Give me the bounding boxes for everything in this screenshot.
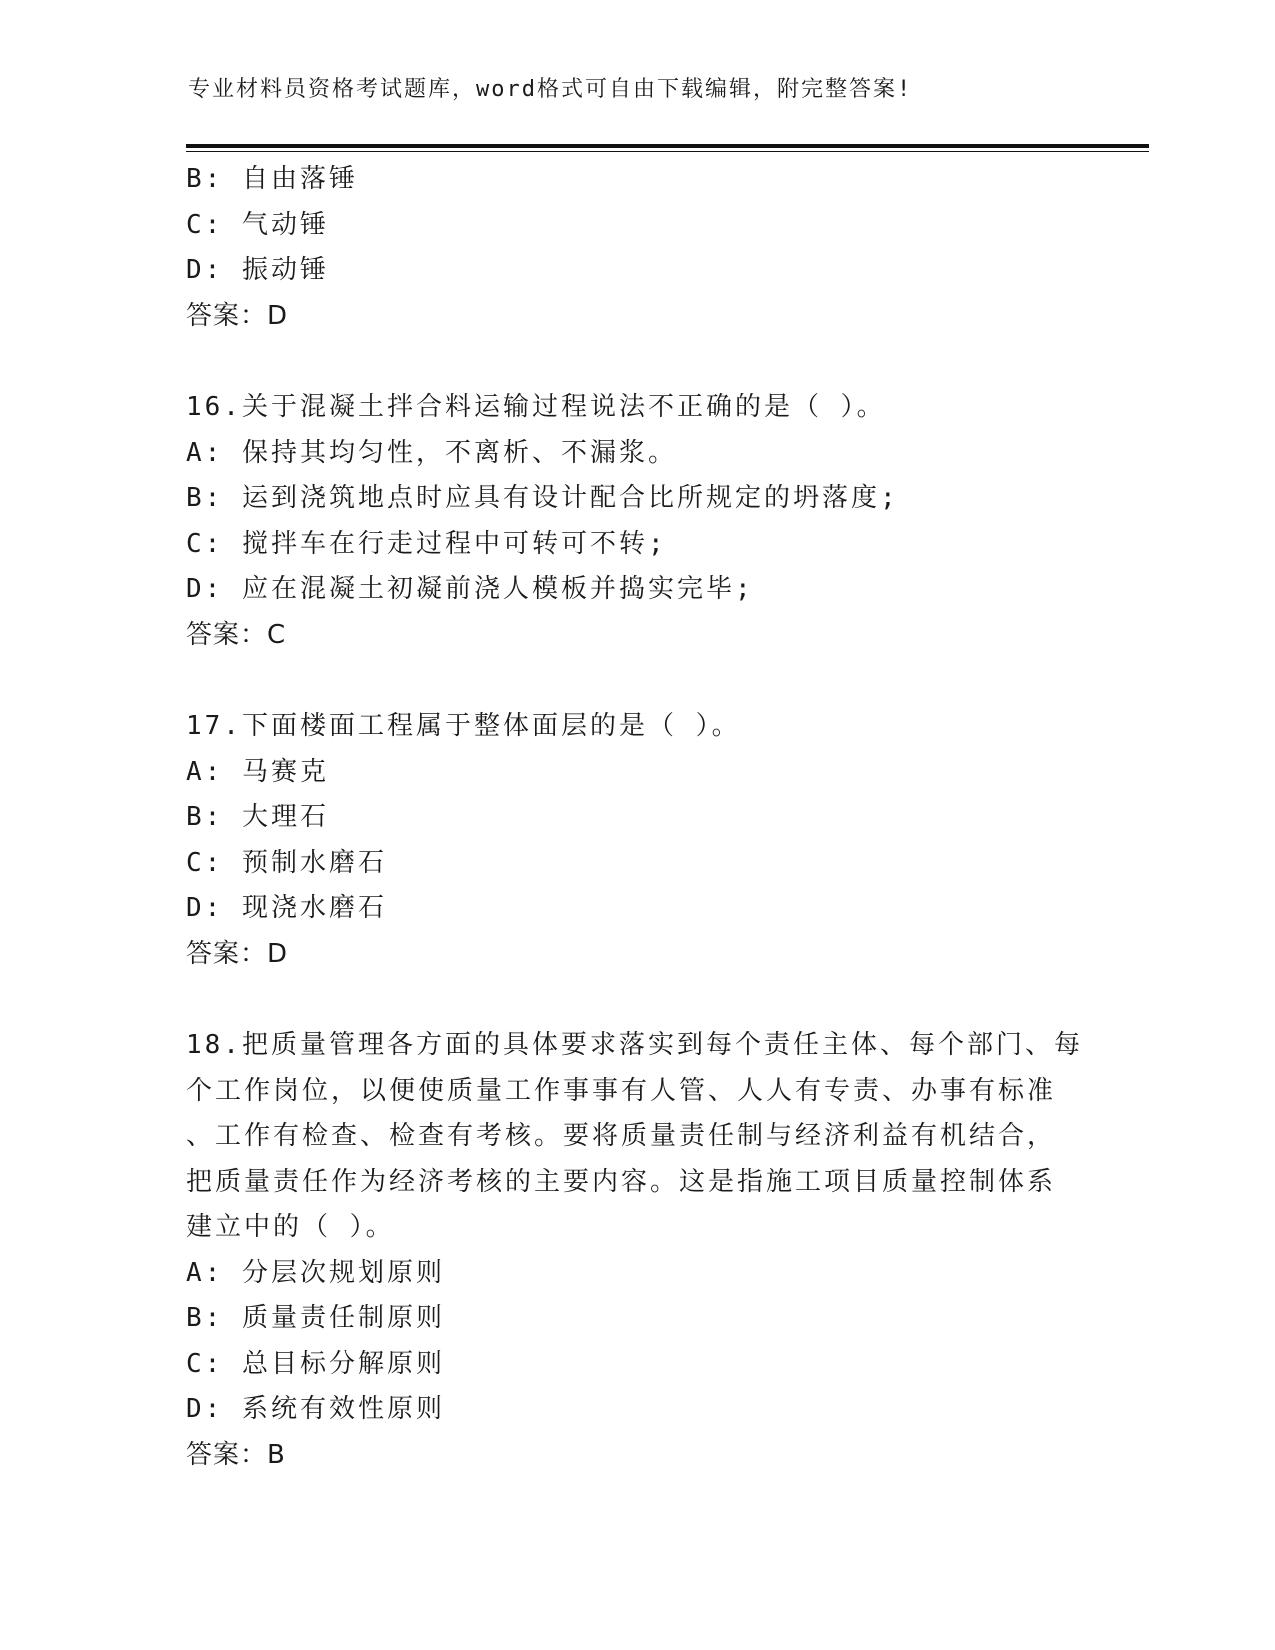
header-rule-thin <box>186 151 1149 152</box>
question-stem: 17.下面楼面工程属于整体面层的是（ ）。 <box>186 711 741 741</box>
question-15-continued <box>186 157 1086 339</box>
option-b: B: 质量责任制原则 <box>186 1303 445 1333</box>
answer-line: 答案：B <box>186 1439 286 1470</box>
question-stem-line: 建立中的（ ）。 <box>186 1212 395 1242</box>
option-a: A: 保持其均匀性，不离析、不漏浆。 <box>186 437 677 468</box>
option-b: B: 自由落锤 <box>186 164 358 194</box>
option-b: B: 运到浇筑地点时应具有设计配合比所规定的坍落度; <box>186 483 899 513</box>
option-c: C: 预制水磨石 <box>186 847 387 878</box>
question-16 <box>186 385 1086 658</box>
answer-line: 答案：D <box>186 300 289 331</box>
option-c: C: 总目标分解原则 <box>186 1348 445 1379</box>
option-d: D: 振动锤 <box>186 255 329 285</box>
option-c: C: 气动锤 <box>186 209 329 240</box>
header-rule-thick <box>186 144 1149 148</box>
question-17 <box>186 704 1086 977</box>
question-18 <box>186 1023 1086 1478</box>
option-d: D: 应在混凝土初凝前浇人模板并捣实完毕; <box>186 574 754 604</box>
question-stem-line: 18.把质量管理各方面的具体要求落实到每个责任主体、每个部门、每 <box>186 1030 1083 1060</box>
question-stem-line: 、工作有检查、检查有考核。要将质量责任制与经济利益有机结合， <box>186 1121 1057 1151</box>
option-a: A: 分层次规划原则 <box>186 1257 445 1288</box>
option-c: C: 搅拌车在行走过程中可转可不转; <box>186 528 667 559</box>
answer-line: 答案：D <box>186 938 289 969</box>
option-b: B: 大理石 <box>186 802 329 832</box>
option-d: D: 系统有效性原则 <box>186 1394 445 1424</box>
question-content <box>186 157 1086 1478</box>
option-a: A: 马赛克 <box>186 756 329 787</box>
question-stem-line: 把质量责任作为经济考核的主要内容。这是指施工项目质量控制体系 <box>186 1166 1057 1197</box>
option-d: D: 现浇水磨石 <box>186 893 387 923</box>
answer-line: 答案：C <box>186 619 287 650</box>
page-header: 专业材料员资格考试题库，word格式可自由下载编辑，附完整答案! <box>188 77 913 102</box>
question-stem-line: 个工作岗位，以便使质量工作事事有人管、人人有专责、办事有标准 <box>186 1075 1057 1106</box>
question-stem: 16.关于混凝土拌合料运输过程说法不正确的是（ ）。 <box>186 392 886 422</box>
